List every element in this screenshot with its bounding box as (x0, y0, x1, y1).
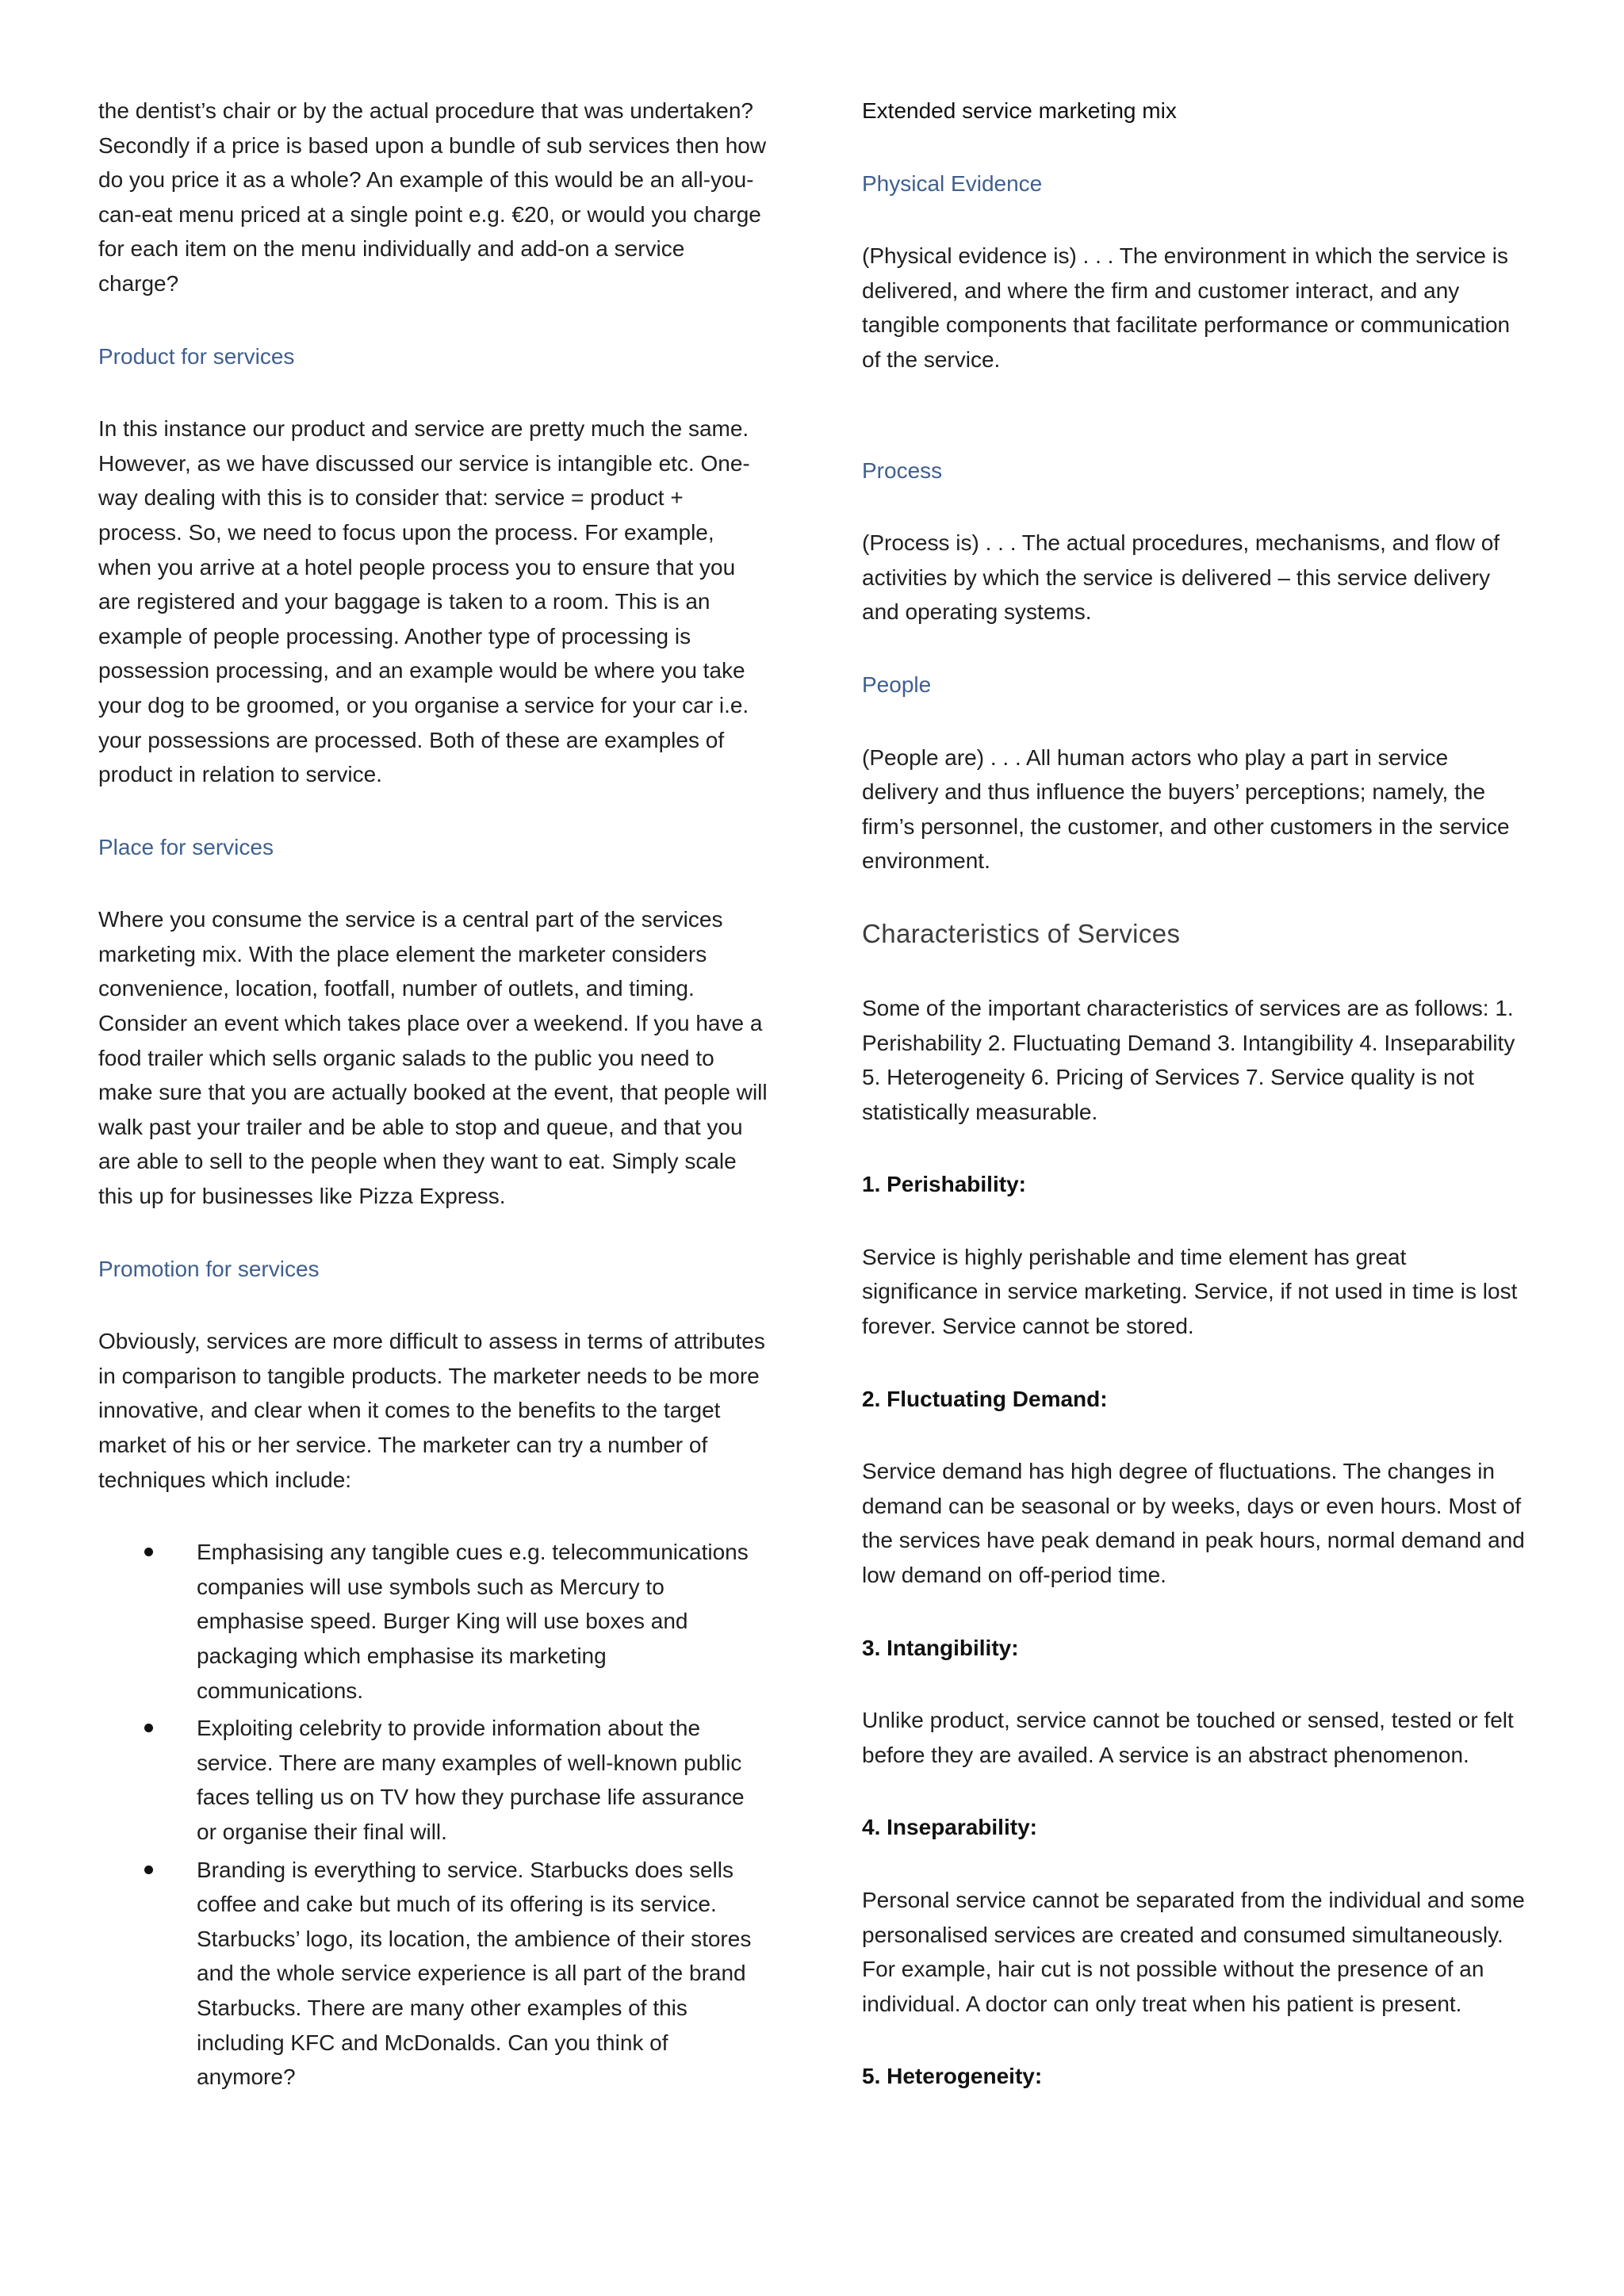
inseparability-paragraph: Personal service cannot be separated from the individual and some personalised services are created and consumed simultaneously. For example, hair cut is not possible without the presence of an individual. A doctor can only treat when his patient is present. (862, 1888, 1525, 2016)
promotion-paragraph: Obviously, services are more difficult to assess in terms of attributes in comparison to tangible products. The marketer needs to be more innovative, and clear when it comes to the benefits to the target market of his or her service. The marketer can try a number of techniques which include: (98, 1329, 765, 1492)
people-paragraph: (People are) . . . All human actors who play a part in service delivery and thus influence the buyers’ perceptions; namely, the firm’s personnel, the customer, and other customers in the service environment. (862, 744, 1510, 874)
inseparability-heading: 4. Inseparability: (862, 1815, 1037, 1840)
fluctuating-demand-heading: 2. Fluctuating Demand: (862, 1386, 1108, 1411)
list-item (197, 1535, 769, 1708)
characteristics-heading: Characteristics of Services (862, 918, 1181, 948)
characteristics-paragraph: Some of the important characteristics of services are as follows: 1. Perishability 2. Fluctuating Demand 3. Intangibility 4. Inseparability 5. Heterogeneity 6. Pricing of Services 7. Service quality is not statistically measurable. (862, 995, 1515, 1124)
intro-paragraph: the dentist’s chair or by the actual procedure that was undertaken? Secondly if a price is based upon a bundle of sub services then how do you price it as a whole? An example of this would be an all-you-can-eat menu priced at a single point e.g. €20, or would you charge for each item on the menu individually and add-on a service charge? (98, 98, 767, 296)
promotion-heading: Promotion for services (98, 1256, 320, 1281)
bullet-icon (144, 1724, 153, 1732)
people-heading: People (862, 672, 932, 697)
product-heading: Product for services (98, 343, 295, 369)
bullet-icon (144, 1548, 153, 1556)
spacer (862, 415, 1528, 453)
fluctuating-demand-paragraph: Service demand has high degree of fluctuations. The changes in demand can be seasonal or by weeks, days or even hours. Most of the services have peak demand in peak hours, normal demand and low demand on off-period time. (862, 1459, 1525, 1588)
heterogeneity-heading: 5. Heterogeneity: (862, 2064, 1043, 2089)
extended-mix-heading: Extended service marketing mix (862, 98, 1177, 123)
list-item (197, 1853, 769, 2095)
bullet-icon (144, 1866, 153, 1874)
list-item (197, 1711, 769, 1849)
right-column (862, 94, 1528, 2132)
physical-evidence-paragraph: (Physical evidence is) . . . The environment in which the service is delivered, and where the firm and customer interact, and any tangible components that facilitate performance or communication of the service. (862, 243, 1511, 372)
process-heading: Process (862, 457, 943, 483)
list-item-text: Exploiting celebrity to provide information about the service. There are many examples of well-known public faces telling us on TV how they purchase life assurance or organise their final will. (197, 1716, 745, 1844)
left-column (98, 94, 769, 2098)
techniques-list (98, 1535, 769, 2095)
process-paragraph: (Process is) . . . The actual procedures, mechanisms, and flow of activities by which the service is delivered – this service delivery and operating systems. (862, 530, 1500, 625)
place-paragraph: Where you consume the service is a central part of the services marketing mix. With the place element the marketer considers convenience, location, footfall, number of outlets, and timing. Consider an event which takes place over a weekend. If you have a food trailer which sells organic salads to the public you need to make sure that you are actually booked at the event, that people will walk past your trailer and be able to stop and queue, and that you are able to sell to the people when they want to eat. Simply scale this up for businesses like Pizza Express. (98, 907, 768, 1209)
list-item-text: Branding is everything to service. Starbucks does sells coffee and cake but much of its offering is its service. Starbucks’ logo, its location, the ambience of their stores and the whole service experience is all part of the brand Starbucks. There are many other examples of this including KFC and McDonalds. Can you think of anymore? (197, 1857, 752, 2090)
perishability-paragraph: Service is highly perishable and time element has great significance in service marketing. Service, if not used in time is lost forever. Service cannot be stored. (862, 1244, 1518, 1339)
product-paragraph: In this instance our product and service are pretty much the same. However, as we have discussed our service is intangible etc. One-way dealing with this is to consider that: service = product + process. So, we need to focus upon the process. For example, when you arrive at a hotel people process you to ensure that you are registered and your baggage is taken to a room. This is an example of people processing. Another type of processing is possession processing, and an example would be where you take your dog to be groomed, or you organise a service for your car i.e. your possessions are processed. Both of these are examples of product in relation to service. (98, 416, 750, 787)
intangibility-heading: 3. Intangibility: (862, 1635, 1019, 1660)
perishability-heading: 1. Perishability: (862, 1172, 1026, 1197)
place-heading: Place for services (98, 834, 274, 859)
list-item-text: Emphasising any tangible cues e.g. telecommunications companies will use symbols such as Mercury to emphasise speed. Burger King will use boxes and packaging which emphasise its marketing communications. (197, 1540, 749, 1703)
intangibility-paragraph: Unlike product, service cannot be touched or sensed, tested or felt before they are availed. A service is an abstract phenomenon. (862, 1708, 1514, 1767)
physical-evidence-heading: Physical Evidence (862, 170, 1043, 196)
